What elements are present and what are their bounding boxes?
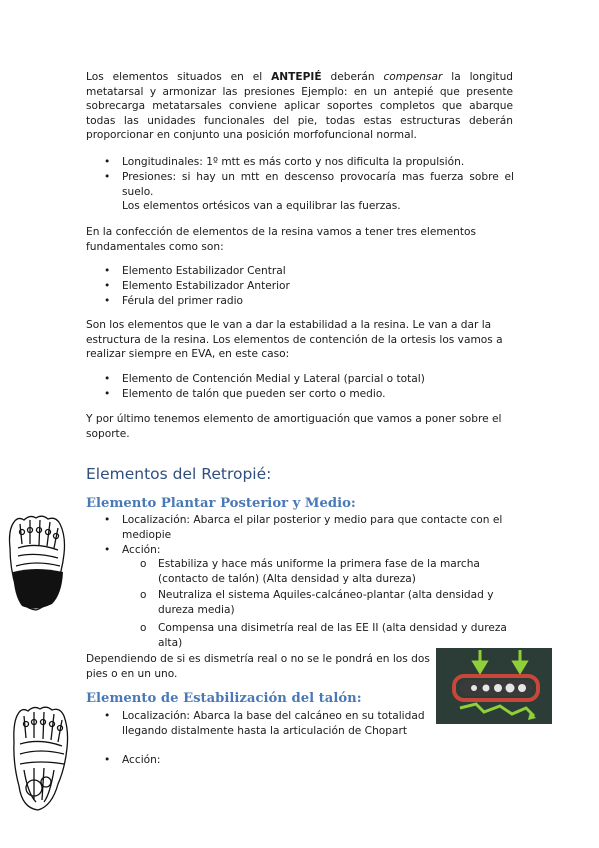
- section-heading: Elementos del Retropié:: [86, 465, 272, 483]
- bullet-icon: •: [104, 710, 111, 722]
- list-item: [104, 753, 160, 768]
- foot-skeleton-icon: [6, 514, 70, 614]
- list-item: [104, 513, 514, 542]
- list-item-text: Férula del primer radio: [122, 295, 244, 307]
- intro-italic-compensar: compensar: [383, 71, 443, 83]
- list-item-text: Acción:: [122, 754, 161, 766]
- list-item-text: Elemento Estabilizador Central: [122, 265, 286, 277]
- list-item-text: Acción:: [122, 544, 161, 556]
- sub-list-item: [140, 621, 515, 651]
- list-item: [104, 170, 514, 214]
- list-item: [104, 294, 243, 309]
- intro-text: deberán: [321, 71, 384, 83]
- list-item: [104, 264, 286, 279]
- list-item: [104, 279, 290, 294]
- list-item-text: Elemento de Contención Medial y Lateral (parcial o total): [122, 373, 425, 385]
- list-item-text: Localización: Abarca el pilar posterior y medio para que contacte con el mediopie: [122, 514, 503, 541]
- intro-text: la longitud metatarsal y armonizar las presiones Ejemplo: en un antepié que presente sobrecarga metatarsales conviene aplicar soportes completos que abarque todas las unidades funcionales del pie, todas estas estructuras deberán proporcionar en conjunto una posición morfofuncional normal.: [86, 71, 514, 142]
- bullet-icon: •: [104, 373, 111, 385]
- paragraph: Son los elementos que le van a dar la estabilidad a la resina. Le van a dar la estructura de la resina. Los elementos de contención de la ortesis los vamos a realizar siempre en EVA, en este caso:: [86, 319, 503, 361]
- sub-list-item-text: Estabiliza y hace más uniforme la primera fase de la marcha (contacto de talón) (Alta densidad y alta dureza): [158, 558, 480, 586]
- intro-paragraph: [86, 70, 513, 143]
- circle-bullet-icon: o: [140, 558, 147, 570]
- list-item-text: Presiones: si hay un mtt en descenso provocaría mas fuerza sobre el suelo.: [122, 171, 514, 198]
- bullet-icon: •: [104, 171, 111, 183]
- sub-list-item: [140, 588, 515, 618]
- bullet-icon: •: [104, 156, 111, 168]
- bullet-icon: •: [104, 295, 111, 307]
- list-item: [104, 709, 434, 738]
- sub-list-item-text: Compensa una disimetría real de las EE II (alta densidad y dureza alta): [158, 622, 507, 650]
- bullet-icon: •: [104, 754, 111, 766]
- orthosis-diagram-icon: [436, 648, 552, 724]
- bullet-icon: •: [104, 514, 111, 526]
- paragraph: Y por último tenemos elemento de amortiguación que vamos a poner sobre el soporte.: [86, 413, 502, 440]
- circle-bullet-icon: o: [140, 589, 147, 601]
- sub-list-item: [140, 557, 515, 587]
- list-item-text: Elemento de talón que pueden ser corto o medio.: [122, 388, 386, 400]
- intro-text: Los elementos situados en el: [86, 71, 272, 83]
- foot-skeleton-icon: [10, 704, 72, 814]
- list-item: [104, 155, 514, 170]
- bullet-icon: •: [104, 544, 111, 556]
- list-item: [104, 387, 386, 402]
- circle-bullet-icon: o: [140, 622, 147, 634]
- subsection-heading: Elemento Plantar Posterior y Medio:: [86, 496, 356, 511]
- sub-list-item-text: Neutraliza el sistema Aquiles-calcáneo-plantar (alta densidad y dureza media): [158, 589, 494, 617]
- list-item-continuation: Los elementos ortésicos van a equilibrar las fuerzas.: [122, 200, 401, 213]
- bullet-icon: •: [104, 388, 111, 400]
- bullet-icon: •: [104, 265, 111, 277]
- paragraph: En la confección de elementos de la resina vamos a tener tres elementos fundamentales como son:: [86, 226, 477, 253]
- list-item-text: Elemento Estabilizador Anterior: [122, 280, 290, 292]
- subsection-heading: Elemento de Estabilización del talón:: [86, 691, 362, 706]
- list-item-text: Localización: Abarca la base del calcáneo en su totalidad llegando distalmente hasta la articulación de Chopart: [122, 710, 425, 737]
- intro-bold-antepie: ANTEPIÉ: [271, 71, 322, 83]
- list-item: [104, 543, 160, 558]
- bullet-icon: •: [104, 280, 111, 292]
- paragraph: Dependiendo de si es dismetría real o no se le pondrá en los dos pies o en un uno.: [86, 653, 430, 680]
- list-item-text: Longitudinales: 1º mtt es más corto y nos dificulta la propulsión.: [122, 156, 465, 168]
- list-item: [104, 372, 425, 387]
